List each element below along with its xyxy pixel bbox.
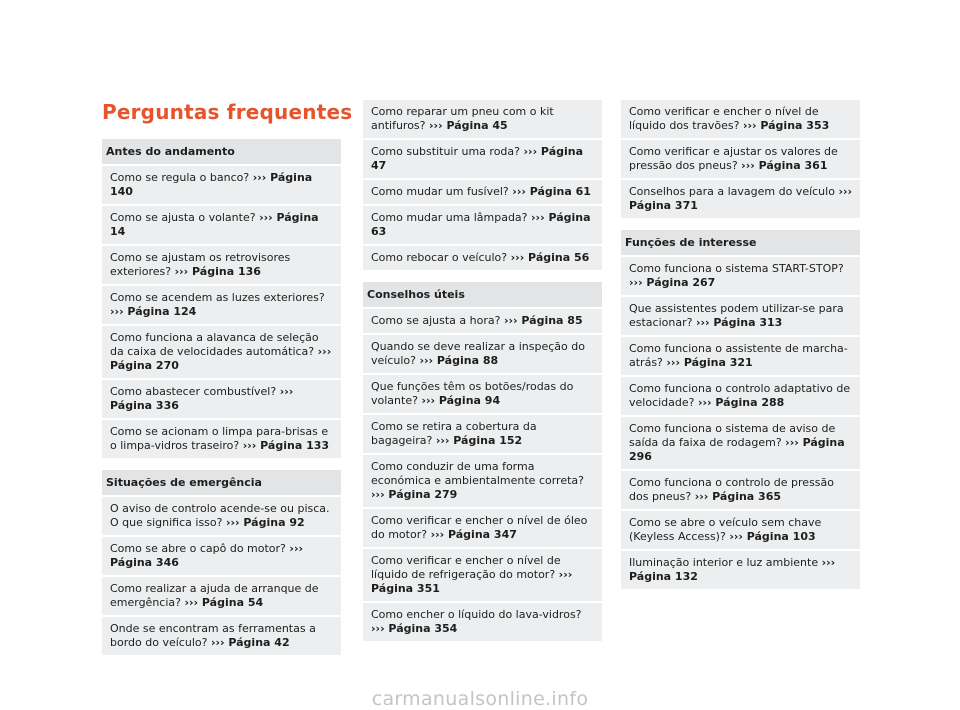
page-reference-link[interactable]: ››› Página 140 — [110, 171, 313, 198]
column-2 — [363, 100, 602, 653]
faq-question: Como verificar e encher o nível de óleo do motor? — [371, 514, 588, 541]
page-reference-link[interactable]: ››› Página 313 — [695, 316, 783, 329]
faq-item — [102, 577, 341, 615]
faq-item — [621, 377, 860, 415]
faq-item — [363, 455, 602, 507]
faq-item — [363, 509, 602, 547]
faq-question: Como funciona o assistente de marcha-atrás? — [629, 342, 848, 369]
section-heading: Funções de interesse — [621, 230, 860, 255]
page-title: Perguntas frequentes — [102, 100, 353, 124]
faq-item — [102, 286, 341, 324]
faq-item — [363, 335, 602, 373]
faq-section — [363, 100, 602, 270]
page-reference-link[interactable]: ››› Página 45 — [429, 119, 508, 132]
watermark-text: carmanualsonline.info — [371, 688, 589, 710]
column-3 — [621, 100, 860, 601]
faq-question: Como verificar e encher o nível de líquido dos travões? — [629, 105, 819, 132]
faq-question: Como encher o líquido do lava-vidros? — [371, 608, 582, 621]
faq-question: Como se ajustam os retrovisores exteriores? — [110, 251, 291, 278]
faq-question: Como se retira a cobertura da bagageira? — [371, 420, 537, 447]
page-reference-link[interactable]: ››› Página 270 — [110, 345, 332, 372]
page-reference-link[interactable]: ››› Página 54 — [184, 596, 264, 609]
page-reference-link[interactable]: ››› Página 88 — [419, 354, 499, 367]
faq-section — [363, 282, 602, 641]
page-reference-link[interactable]: ››› Página 63 — [371, 211, 591, 238]
page-reference-link[interactable]: ››› Página 133 — [242, 439, 330, 452]
faq-question: Como funciona o controlo de pressão dos pneus? — [629, 476, 835, 503]
faq-item — [363, 140, 602, 178]
page-reference-link[interactable]: ››› Página 296 — [629, 436, 845, 463]
faq-item — [102, 206, 341, 244]
faq-item — [621, 471, 860, 509]
faq-item — [363, 206, 602, 244]
page-reference-link[interactable]: ››› Página 354 — [371, 622, 458, 635]
faq-question: Como se acionam o limpa para-brisas e o limpa-vidros traseiro? — [110, 425, 329, 452]
faq-question: Quando se deve realizar a inspeção do veículo? — [371, 340, 585, 367]
faq-item — [102, 537, 341, 575]
page-reference-link[interactable]: ››› Página 47 — [371, 145, 584, 172]
faq-question: Como mudar uma lâmpada? — [371, 211, 528, 224]
faq-item — [621, 297, 860, 335]
column-1 — [102, 139, 341, 667]
faq-question: O aviso de controlo acende-se ou pisca. O que significa isso? — [110, 502, 330, 529]
faq-item — [363, 375, 602, 413]
page-reference-link[interactable]: ››› Página 361 — [741, 159, 828, 172]
faq-item — [621, 180, 860, 218]
faq-question: Como se ajusta a hora? — [371, 314, 501, 327]
page-reference-link[interactable]: ››› Página 346 — [110, 542, 304, 569]
page-reference-link[interactable]: ››› Página 56 — [510, 251, 590, 264]
faq-question: Como funciona a alavanca de seleção da caixa de velocidades automática? — [110, 331, 319, 358]
page-reference-link[interactable]: ››› Página 136 — [174, 265, 261, 278]
page-reference-link[interactable]: ››› Página 61 — [512, 185, 591, 198]
faq-item — [363, 246, 602, 270]
faq-item — [621, 257, 860, 295]
page-reference-link[interactable]: ››› Página 351 — [371, 568, 573, 595]
faq-question: Como rebocar o veículo? — [371, 251, 508, 264]
page-reference-link[interactable]: ››› Página 14 — [110, 211, 319, 238]
faq-question: Onde se encontram as ferramentas a bordo do veículo? — [110, 622, 316, 649]
faq-question: Como conduzir de uma forma económica e ambientalmente correta? — [371, 460, 584, 487]
faq-item — [102, 380, 341, 418]
faq-item — [363, 603, 602, 641]
faq-question: Como se acendem as luzes exteriores? — [110, 291, 325, 304]
page-reference-link[interactable]: ››› Página 132 — [629, 556, 836, 583]
faq-item — [363, 309, 602, 333]
section-heading: Antes do andamento — [102, 139, 341, 164]
page-reference-link[interactable]: ››› Página 267 — [629, 276, 716, 289]
faq-question: Como verificar e ajustar os valores de pressão dos pneus? — [629, 145, 838, 172]
faq-item — [621, 511, 860, 549]
faq-section — [102, 139, 341, 458]
page-reference-link[interactable]: ››› Página 92 — [225, 516, 305, 529]
faq-section — [621, 100, 860, 218]
faq-item — [102, 246, 341, 284]
faq-item — [621, 337, 860, 375]
faq-item — [621, 551, 860, 589]
faq-question: Que funções têm os botões/rodas do volante? — [371, 380, 574, 407]
page-reference-link[interactable]: ››› Página 347 — [430, 528, 517, 541]
page-reference-link[interactable]: ››› Página 365 — [694, 490, 782, 503]
page-reference-link[interactable]: ››› Página 152 — [435, 434, 523, 447]
faq-question: Como realizar a ajuda de arranque de emergência? — [110, 582, 319, 609]
page-reference-link[interactable]: ››› Página 336 — [110, 385, 294, 412]
faq-question: Como se abre o capô do motor? — [110, 542, 286, 555]
faq-question: Como se regula o banco? — [110, 171, 250, 184]
faq-question: Como funciona o sistema START-STOP? — [629, 262, 844, 275]
faq-section — [102, 470, 341, 655]
section-heading: Conselhos úteis — [363, 282, 602, 307]
faq-question: Como verificar e encher o nível de líquido de refrigeração do motor? — [371, 554, 561, 581]
section-heading: Situações de emergência — [102, 470, 341, 495]
faq-question: Como funciona o controlo adaptativo de velocidade? — [629, 382, 851, 409]
faq-question: Como abastecer combustível? — [110, 385, 277, 398]
faq-question: Como substituir uma roda? — [371, 145, 520, 158]
page-reference-link[interactable]: ››› Página 124 — [110, 305, 197, 318]
faq-item — [621, 417, 860, 469]
page-reference-link[interactable]: ››› Página 321 — [666, 356, 753, 369]
faq-item — [363, 549, 602, 601]
page-reference-link[interactable]: ››› Página 353 — [742, 119, 830, 132]
faq-item — [102, 617, 341, 655]
faq-question: Como reparar um pneu com o kit antifuros? — [371, 105, 554, 132]
faq-question: Como funciona o sistema de aviso de saída da faixa de rodagem? — [629, 422, 836, 449]
faq-item — [621, 100, 860, 138]
faq-item — [363, 415, 602, 453]
faq-question: Conselhos para a lavagem do veículo — [629, 185, 835, 198]
page-reference-link[interactable]: ››› Página 103 — [729, 530, 816, 543]
faq-item — [363, 100, 602, 138]
faq-item — [621, 140, 860, 178]
page-reference-link[interactable]: ››› Página 42 — [210, 636, 290, 649]
page-reference-link[interactable]: ››› Página 94 — [421, 394, 501, 407]
faq-item — [102, 497, 341, 535]
faq-item — [363, 180, 602, 204]
faq-question: Iluminação interior e luz ambiente — [629, 556, 819, 569]
faq-question: Como se abre o veículo sem chave (Keyless Access)? — [629, 516, 822, 543]
faq-item — [102, 326, 341, 378]
faq-question: Que assistentes podem utilizar-se para estacionar? — [629, 302, 844, 329]
faq-question: Como mudar um fusível? — [371, 185, 509, 198]
page-reference-link[interactable]: ››› Página 371 — [629, 185, 853, 212]
faq-question: Como se ajusta o volante? — [110, 211, 256, 224]
page-reference-link[interactable]: ››› Página 85 — [503, 314, 583, 327]
faq-item — [102, 420, 341, 458]
faq-item — [102, 166, 341, 204]
page-reference-link[interactable]: ››› Página 279 — [371, 488, 458, 501]
faq-section — [621, 230, 860, 589]
page-reference-link[interactable]: ››› Página 288 — [697, 396, 785, 409]
